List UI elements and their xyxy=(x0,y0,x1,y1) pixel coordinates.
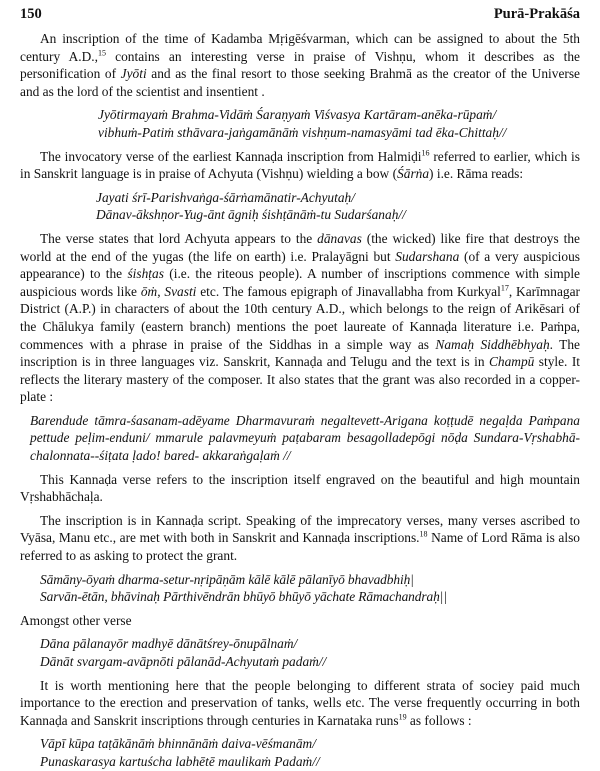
paragraph-2: The invocatory verse of the earliest Kannaḍa inscription from Halmiḍi$^{16}$ referred to earlier, which is in Sanskrit language is in praise of Achyuta (Vishṇu) wielding a bow (Śārṅa) i.e. Rāma reads: xyxy=(20,148,580,182)
verse-6-line-1: Vāpī kūpa taṭākānāṁ bhinnānāṁ daiva-vēśmanām/ xyxy=(40,736,316,752)
verse-5-line-1: Dāna pālanayōr madhyē dānātśrey-ōnupālnaṁ/ xyxy=(40,636,298,652)
footnote-ref-15: 15 xyxy=(97,48,106,58)
footnote-ref-18: 18 xyxy=(419,529,428,539)
footnote-ref-16: 16 xyxy=(421,148,430,158)
verse-5-line-2: Dānāt svargam-avāpnōti pālanād-Achyutaṁ padaṁ// xyxy=(40,654,327,669)
verse-4-line-2: Sarvān-ētān, bhāvinaḥ Pārthivēndrān bhūyō bhūyō yāchate Rāmachandraḥ|| xyxy=(40,589,447,605)
verse-1-line-1: Jyōtirmayaṁ Brahma-Vidāṁ Śaraṇyaṁ Viśvasya Kartāram-anēka-rūpaṁ/ xyxy=(98,107,497,123)
page-number: 150 xyxy=(20,6,42,22)
paragraph-4: This Kannaḍa verse refers to the inscription itself engraved on the beautiful and high mountain Vṛshabhāchaḷa. xyxy=(20,471,580,505)
paragraph-6: Amongst other verse xyxy=(20,612,132,628)
paragraph-1: An inscription of the time of Kadamba Mṛigēśvarman, which can be assigned to about the 5th century A.D.,$^{15}$ contains an interesting verse in praise of Vishṇu, whom it describes as the personification of Jyōti and as the final resort to those seeking Brahmā as the creator of the Universe and as the lord of the scientist and insentient . xyxy=(20,31,581,99)
running-title: Purā-Prakāśa xyxy=(493,6,580,22)
verse-2-line-1: Jayati śrī-Parishvaṅga-śārṅamānatir-Achyutaḥ/ xyxy=(96,189,355,205)
verse-3-kannada: Barendude tāmra-śasanam-adēyame Dharmavuraṁ negaltevett-Arigana koṭṭudē negaḷda Paṁpana pettude peḷim-enduni/ mmarule palavmeyuṁ paṭabaram besagolladepōgi nōḍa Sundara-Vṛshabhā-chalonnata--śiṭata ḷado! bared- akkaraṅgaḷaṁ // xyxy=(30,412,580,464)
page-header xyxy=(20,6,580,30)
footnote-ref-19: 19 xyxy=(398,712,407,722)
verse-6-line-2: Punaskarasya kartuścha labhētē maulikaṁ Padaṁ// xyxy=(40,753,320,769)
footnote-ref-17: 17 xyxy=(500,283,509,293)
paragraph-3: The verse states that lord Achyuta appears to the dānavas (the wicked) like fire that destroys the world at the end of the yugas (the life on earth) i.e. Pralayāgni but Sudarshana (of a very auspicious appearance) to the śishṭas (i.e. the riteous people). A number of inscriptions commence with simple auspicious words like ōṁ, Svasti etc. The famous epigraph of Jinavallabha from Kurkyal$^{17}$, Karīmnagar District (A.P.) in characters of about the 10th century A.D., which belongs to the reign of Arikēsari of the Chālukya family (eastern branch) mentions the poet laureate of Kannaḍa literature i.e. Paṁpa, commences with a phrase in praise of the Siddhas in a simple way as Namaḥ Siddhēbhyaḥ. The inscription is in three languages viz. Sanskrit, Kannaḍa and Telugu and the text is in Champū style. It reflects the literary mastery of the composer. It also states that the grant was also recorded in a copper-plate : xyxy=(20,230,580,405)
verse-1-line-2: vibhuṁ-Patiṁ sthāvara-jaṅgamānāṁ vishṇum-namasyāmi tad ēka-Chittaḥ// xyxy=(98,124,507,140)
verse-4-line-1: Sāmāny-ōyaṁ dharma-setur-nṛipāṇām kālē kālē pālanīyō bhavadbhiḥ| xyxy=(40,571,414,587)
verse-2 xyxy=(96,189,580,224)
body-text xyxy=(20,30,580,771)
verse-4 xyxy=(40,571,580,606)
verse-1 xyxy=(98,106,580,141)
verse-2-line-2: Dānav-ākshṇor-Yug-ānt āgniḥ śishṭānāṁ-tu Sudarśanaḥ// xyxy=(96,207,406,223)
paragraph-7: It is worth mentioning here that the people belonging to different strata of sociey paid much importance to the erection and preservation of tanks, wells etc. The verse frequently occurring in both Kannaḍa and Sanskrit inscriptions through centuries in Karnataka runs$^{19}$ as follows : xyxy=(20,677,580,728)
paragraph-5: The inscription is in Kannaḍa script. Speaking of the imprecatory verses, many verses ascribed to Vyāsa, Manu etc., are met with both in Sanskrit and Kannaḍa inscriptions.$^{18}$ Name of Lord Rāma is also referred to as asking to protect the grant. xyxy=(20,512,580,564)
verse-6 xyxy=(40,735,580,770)
verse-5 xyxy=(40,635,580,670)
